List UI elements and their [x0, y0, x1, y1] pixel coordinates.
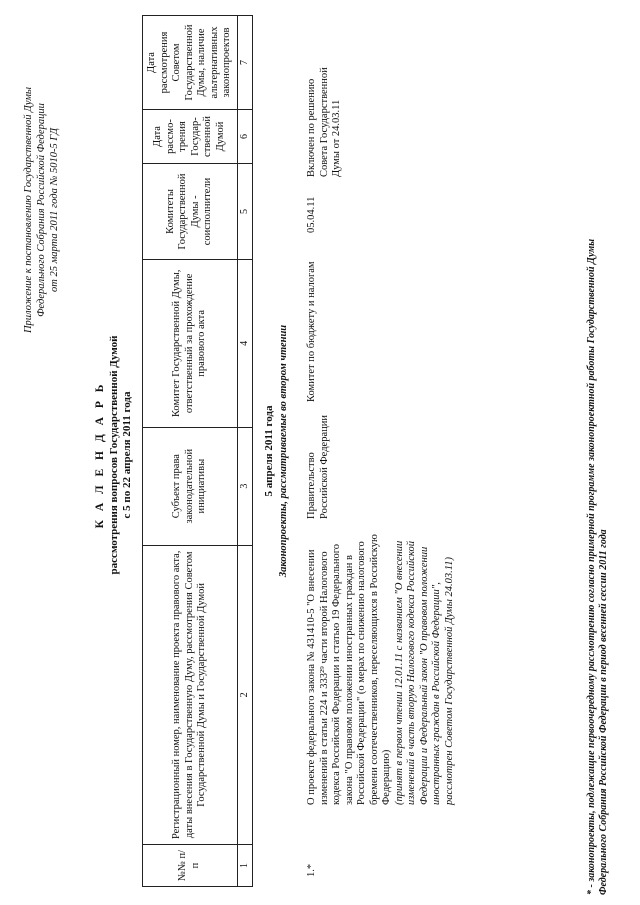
appendix-line-3: от 25 марта 2011 года № 5010-5 ГД	[49, 127, 60, 293]
entry-description	[306, 527, 456, 805]
header-number: №№ п/п	[143, 845, 238, 887]
calendar-table	[142, 15, 253, 887]
appendix-line-2: Федерального Собрания Российской Федерации	[36, 103, 47, 317]
column-number: 4	[237, 259, 253, 427]
table-header-row	[143, 16, 238, 887]
header-subject: Субъект права законодательной инициативы	[143, 427, 238, 545]
header-registration: Регистрационный номер, наименование проекта правового акта, даты внесения в Государственную Думу, рассмотрения Советом Государственной Думы и Государственной Думой	[143, 545, 238, 844]
header-committee: Комитет Государственной Думы, ответственный за прохождение правового акта	[143, 259, 238, 427]
section-heading: Законопроекты, рассматриваемые во втором чтении	[278, 324, 289, 578]
entry-council-decision: Включен по решению Совета Государственной Думы от 24.03.11	[306, 67, 342, 177]
calendar-title: К А Л Е Н Д А Р Ь	[94, 381, 106, 529]
column-number: 5	[237, 163, 253, 259]
appendix-note	[22, 20, 61, 400]
entry-description-main: О проекте федерального закона № 431410-5 "О внесении изменений в статьи 224 и 333²⁹ части второй Налогового кодекса Российской Федерации и статью 19 Федерального закона "О правовом положении иностранных граждан в Российской Федерации" (о мерах по снижению налогового бремени соотечественников, переселяющихся в Российскую Федерацию)	[306, 534, 392, 805]
header-duma-date: Дата рассмо-трения Государ-ственной Думой	[143, 110, 238, 164]
appendix-line-1: Приложение к постановлению Государственной Думы	[23, 86, 34, 334]
day-heading: 5 апреля 2011 года	[263, 405, 275, 497]
calendar-subtitle	[108, 65, 134, 845]
calendar-subtitle-line-2: с 5 по 22 апреля 2011 года	[121, 391, 133, 519]
footnote	[586, 15, 610, 895]
entry-subject: Правительство Российской Федерации	[306, 415, 330, 519]
entry-number: 1.*	[306, 863, 317, 877]
entry-committee: Комитет по бюджету и налогам	[306, 261, 317, 402]
column-number: 1	[237, 845, 253, 887]
header-council-date: Дата рассмотрения Советом Государственной Думы, наличие альтернативных законопроектов	[143, 16, 238, 110]
table-number-row	[237, 16, 253, 887]
entry-description-note: (принят в первом чтении 12.01.11 с названием "О внесении изменений в часть вторую Налогового кодекса Российской Федерации и Федеральный закон "О правовом положении иностранных граждан в Российской Федерации", рассмотрен Советом Государственной Думы 24.03.11)	[393, 540, 455, 805]
footnote-line-1: * - законопроекты, подлежащие первоочередному рассмотрению согласно примерной программе законопроектной работы Государственной Думы	[586, 238, 597, 895]
calendar-subtitle-line-1: рассмотрения вопросов Государственной Думой	[108, 335, 120, 575]
column-number: 2	[237, 545, 253, 844]
footnote-line-2: Федерального Собрания Российской Федерации в период весенней сессии 2011 года	[598, 529, 609, 895]
column-number: 7	[237, 16, 253, 110]
header-co-committees: Комитеты Государственной Думы - соисполнители	[143, 163, 238, 259]
entry-date: 05.04.11	[306, 196, 317, 233]
column-number: 3	[237, 427, 253, 545]
column-number: 6	[237, 110, 253, 164]
